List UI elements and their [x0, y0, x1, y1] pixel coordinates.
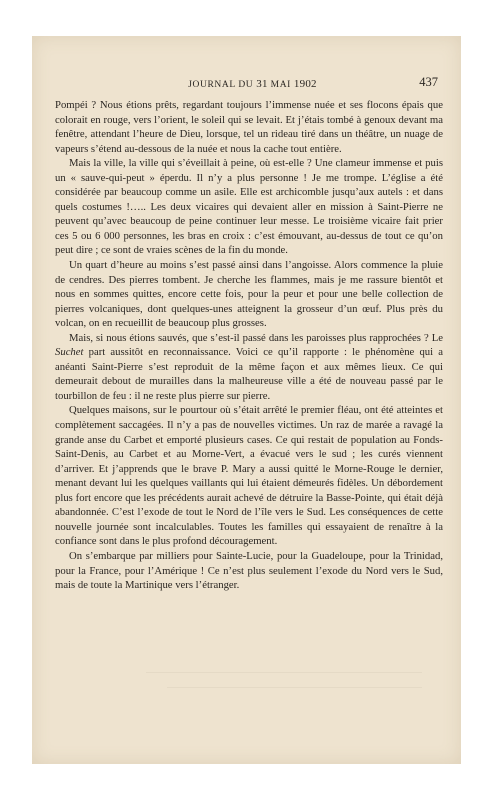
text-segment: Un quart d’heure au moins s’est passé ainsi dans l’angoisse. Alors commence la pluie de cendres. Des pierres tombent. Je cherche les flammes, mais je me rassure bientôt et nous en sommes quittes, encore cette fois, pour la peur et pour une belle collection de pierres volcaniques, dont quelques-unes atteignent la grosseur d’un œuf. Plus près du volcan, on en recueillit de beaucoup plus grosses. — [55, 259, 443, 330]
date-day: 31 — [256, 78, 268, 90]
text-segment: On s’embarque par milliers pour Sainte-Lucie, pour la Guadeloupe, pour la Trinidad, pour la France, pour l’Amérique ! Ce n’est plus seulement l’exode du Nord vers le Sud, mais de toute la Martinique vers l’étranger. — [55, 549, 443, 592]
journal-label: JOURNAL DU — [188, 80, 254, 90]
text-segment: part aussitôt en reconnaissance. Voici ce qu’il rapporte : le phénomène qui a anéanti Saint-Pierre s’est reproduit de la même façon et aux mêmes lieux. Ce qui demeurait debout de murailles dans la malheureuse ville a été de nouveau passé par le tourbillon de feu : il ne reste plus pierre sur pierre. — [55, 346, 443, 402]
paragraph — [55, 98, 443, 156]
running-head — [96, 78, 409, 90]
body-text — [55, 98, 443, 593]
book-page — [32, 36, 461, 764]
paragraph — [55, 549, 443, 593]
date-month: MAI — [270, 80, 291, 90]
paragraph — [55, 258, 443, 331]
page-number: 437 — [419, 75, 438, 89]
italic-text: Suchet — [55, 346, 84, 359]
text-segment: Mais, si nous étions sauvés, que s’est-il passé dans les paroisses plus rapprochées ? Le — [69, 331, 443, 344]
date-year: 1902 — [293, 78, 317, 90]
paragraph — [55, 156, 443, 258]
text-segment: Pompéi ? Nous étions prêts, regardant toujours l’immense nuée et ses flocons épais que colorait en rouge, vers l’orient, le soleil qui se levait. Et j’étais tombé à genoux devant ma fenêtre, attendant l’heure de Dieu, lorsque, tel un rideau tiré dans un théâtre, un nuage de vapeurs s’étend au-dessous de la nuée et nous la cache tout entière. — [55, 99, 443, 155]
bleed-through-shadow — [132, 658, 422, 688]
paragraph — [55, 331, 443, 404]
paragraph — [55, 403, 443, 548]
text-segment: Mais la ville, la ville qui s’éveillait à peine, où est-elle ? Une clameur immense et puis un « sauve-qui-peut » éperdu. Il n’y a plus personne ! Je me trompe. L’église a été considérée par beaucoup comme un asile. Elle est archicomble jusqu’aux autels : et dans quels costumes !….. Les deux vicaires qui devaient aller en mission à Saint-Pierre ne peuvent qu’avec beaucoup de peine continuer leur messe. Le troisième vicaire fait prier ces 5 ou 6 000 personnes, les bras en croix : c’est émouvant, au-dessus de tout ce qu’on peut dire ; ce sont de vraies scènes de la fin du monde. — [55, 157, 443, 257]
text-segment: Quelques maisons, sur le pourtour où s’était arrêté le premier fléau, ont été atteintes et complètement saccagées. Il n’y a pas de nouvelles victimes. Un raz de marée a ravagé la grande anse du Carbet et emporté plusieurs cases. Ce qui restait de population au Fonds-Saint-Denis, au Carbet et au Morne-Vert, a évacué vers le sud ; les curés viennent d’arriver. Et j’apprends que le brave P. Mary a aussi quitté le Morne-Rouge le dernier, menant devant lui les quelques vaillants qui lui étaient démeurés fidèles. Un débordement plus fort encore que les précédents aurait achevé de détruire la Basse-Pointe, qui était déjà abandonnée. C’est l’exode de tout le Nord de l’île vers le Sud. Les conséquences de cette nouvelle journée sont incalculables. Toutes les familles qui essayaient de renaître à la confiance sont dans le plus profond découragement. — [55, 404, 443, 548]
